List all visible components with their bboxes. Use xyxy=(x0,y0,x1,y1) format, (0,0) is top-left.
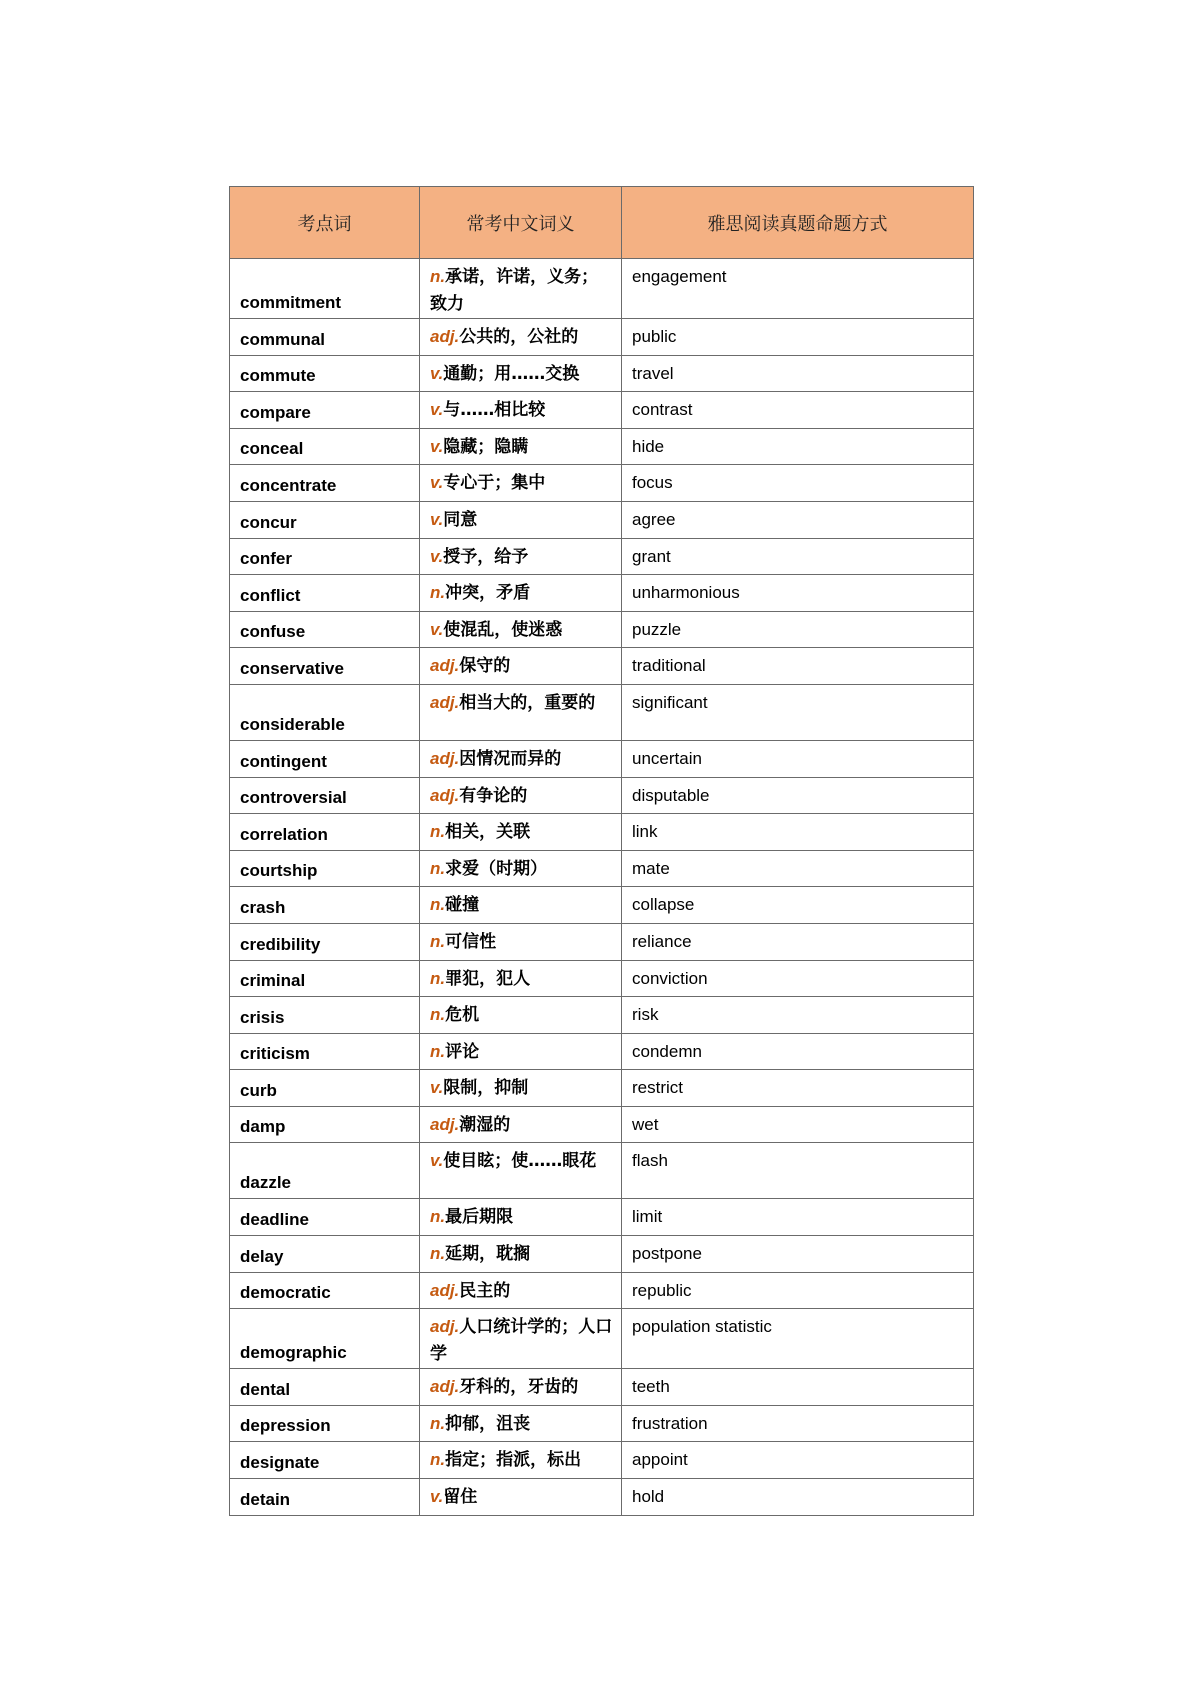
table-row xyxy=(230,538,974,575)
part-of-speech: adj. xyxy=(430,1280,460,1300)
keyword-cell: conservative xyxy=(230,648,420,685)
table-row xyxy=(230,1236,974,1273)
definition-text: 延期，耽搁 xyxy=(445,1244,531,1265)
table-row xyxy=(230,575,974,612)
table-row xyxy=(230,465,974,502)
keyword-cell: damp xyxy=(230,1106,420,1143)
paraphrase-cell: postpone xyxy=(622,1236,974,1273)
keyword-cell: delay xyxy=(230,1236,420,1273)
definition-cell xyxy=(420,465,622,502)
part-of-speech: v. xyxy=(430,436,444,456)
table-row xyxy=(230,1479,974,1516)
table-row xyxy=(230,319,974,356)
table-row xyxy=(230,850,974,887)
keyword-cell: commute xyxy=(230,355,420,392)
keyword-cell: credibility xyxy=(230,923,420,960)
part-of-speech: n. xyxy=(430,583,446,603)
definition-cell xyxy=(420,1309,622,1369)
definition-cell xyxy=(420,777,622,814)
definition-cell xyxy=(420,428,622,465)
definition-text: 留住 xyxy=(443,1487,478,1508)
paraphrase-cell: mate xyxy=(622,850,974,887)
definition-cell xyxy=(420,259,622,319)
header-row xyxy=(230,187,974,259)
paraphrase-cell: republic xyxy=(622,1272,974,1309)
table-row xyxy=(230,1369,974,1406)
table-row xyxy=(230,501,974,538)
part-of-speech: v. xyxy=(430,546,444,566)
keyword-cell: designate xyxy=(230,1442,420,1479)
part-of-speech: n. xyxy=(430,1041,446,1061)
vocab-table xyxy=(229,186,974,1516)
keyword-cell: dazzle xyxy=(230,1143,420,1199)
paraphrase-cell: restrict xyxy=(622,1070,974,1107)
paraphrase-cell: condemn xyxy=(622,1033,974,1070)
definition-text: 罪犯，犯人 xyxy=(445,968,531,989)
definition-cell xyxy=(420,1143,622,1199)
definition-cell xyxy=(420,1199,622,1236)
definition-text: 隐藏；隐瞒 xyxy=(443,436,529,457)
table-row xyxy=(230,1272,974,1309)
paraphrase-cell: significant xyxy=(622,684,974,740)
definition-text: 相关，关联 xyxy=(445,822,531,843)
table-row xyxy=(230,777,974,814)
keyword-cell: depression xyxy=(230,1405,420,1442)
definition-cell xyxy=(420,575,622,612)
keyword-cell: confer xyxy=(230,538,420,575)
part-of-speech: n. xyxy=(430,1450,446,1470)
part-of-speech: n. xyxy=(430,1244,446,1264)
keyword-cell: conflict xyxy=(230,575,420,612)
definition-cell xyxy=(420,1369,622,1406)
paraphrase-cell: uncertain xyxy=(622,740,974,777)
part-of-speech: adj. xyxy=(430,1317,460,1337)
paraphrase-cell: engagement xyxy=(622,259,974,319)
keyword-cell: concur xyxy=(230,501,420,538)
keyword-cell: controversial xyxy=(230,777,420,814)
table-row xyxy=(230,1405,974,1442)
definition-cell xyxy=(420,923,622,960)
definition-text: 牙科的，牙齿的 xyxy=(459,1377,579,1398)
definition-text: 评论 xyxy=(445,1041,480,1062)
definition-text: 与……相比较 xyxy=(443,400,546,421)
definition-cell xyxy=(420,1272,622,1309)
keyword-cell: criticism xyxy=(230,1033,420,1070)
definition-cell xyxy=(420,887,622,924)
table-row xyxy=(230,684,974,740)
part-of-speech: v. xyxy=(430,1151,444,1171)
keyword-cell: curb xyxy=(230,1070,420,1107)
definition-text: 保守的 xyxy=(459,656,511,677)
part-of-speech: n. xyxy=(430,895,446,915)
header-chinese-meaning: 常考中文词义 xyxy=(420,187,622,259)
table-row xyxy=(230,1106,974,1143)
definition-cell xyxy=(420,740,622,777)
paraphrase-cell: conviction xyxy=(622,960,974,997)
table-row xyxy=(230,428,974,465)
keyword-cell: democratic xyxy=(230,1272,420,1309)
paraphrase-cell: public xyxy=(622,319,974,356)
definition-cell xyxy=(420,1236,622,1273)
definition-text: 公共的，公社的 xyxy=(459,327,579,347)
part-of-speech: v. xyxy=(430,619,444,639)
part-of-speech: v. xyxy=(430,1487,444,1507)
definition-cell xyxy=(420,355,622,392)
paraphrase-cell: link xyxy=(622,814,974,851)
part-of-speech: v. xyxy=(430,400,444,420)
keyword-cell: confuse xyxy=(230,611,420,648)
part-of-speech: n. xyxy=(430,858,446,878)
keyword-cell: courtship xyxy=(230,850,420,887)
table-row xyxy=(230,887,974,924)
definition-cell xyxy=(420,501,622,538)
definition-cell xyxy=(420,1106,622,1143)
part-of-speech: v. xyxy=(430,1078,444,1098)
keyword-cell: deadline xyxy=(230,1199,420,1236)
keyword-cell: concentrate xyxy=(230,465,420,502)
table-row xyxy=(230,259,974,319)
paraphrase-cell: agree xyxy=(622,501,974,538)
part-of-speech: adj. xyxy=(430,692,460,712)
definition-cell xyxy=(420,1442,622,1479)
definition-text: 碰撞 xyxy=(445,895,480,916)
table-row xyxy=(230,960,974,997)
definition-cell xyxy=(420,997,622,1034)
keyword-cell: demographic xyxy=(230,1309,420,1369)
definition-text: 抑郁，沮丧 xyxy=(445,1413,531,1434)
part-of-speech: adj. xyxy=(430,785,460,805)
part-of-speech: v. xyxy=(430,509,444,529)
paraphrase-cell: travel xyxy=(622,355,974,392)
table-row xyxy=(230,648,974,685)
definition-cell xyxy=(420,1033,622,1070)
definition-text: 危机 xyxy=(445,1005,480,1026)
table-row xyxy=(230,1033,974,1070)
definition-cell xyxy=(420,960,622,997)
definition-cell xyxy=(420,319,622,356)
keyword-cell: contingent xyxy=(230,740,420,777)
keyword-cell: correlation xyxy=(230,814,420,851)
definition-text: 民主的 xyxy=(459,1280,511,1301)
table-row xyxy=(230,611,974,648)
table-row xyxy=(230,1199,974,1236)
definition-text: 相当大的，重要的 xyxy=(459,692,596,713)
paraphrase-cell: unharmonious xyxy=(622,575,974,612)
paraphrase-cell: collapse xyxy=(622,887,974,924)
paraphrase-cell: population statistic xyxy=(622,1309,974,1369)
paraphrase-cell: puzzle xyxy=(622,611,974,648)
definition-text: 同意 xyxy=(443,509,478,530)
keyword-cell: considerable xyxy=(230,684,420,740)
definition-cell xyxy=(420,538,622,575)
part-of-speech: n. xyxy=(430,822,446,842)
paraphrase-cell: teeth xyxy=(622,1369,974,1406)
definition-text: 专心于；集中 xyxy=(443,473,546,494)
part-of-speech: n. xyxy=(430,968,446,988)
paraphrase-cell: focus xyxy=(622,465,974,502)
paraphrase-cell: hide xyxy=(622,428,974,465)
part-of-speech: adj. xyxy=(430,748,460,768)
part-of-speech: n. xyxy=(430,1413,446,1433)
paraphrase-cell: frustration xyxy=(622,1405,974,1442)
definition-text: 最后期限 xyxy=(445,1207,514,1228)
part-of-speech: n. xyxy=(430,931,446,951)
paraphrase-cell: grant xyxy=(622,538,974,575)
definition-text: 授予，给予 xyxy=(443,546,529,567)
definition-text: 冲突，矛盾 xyxy=(445,583,531,604)
paraphrase-cell: disputable xyxy=(622,777,974,814)
table-row xyxy=(230,1143,974,1199)
keyword-cell: communal xyxy=(230,319,420,356)
table-row xyxy=(230,923,974,960)
definition-text: 使目眩；使……眼花 xyxy=(443,1151,597,1172)
paraphrase-cell: contrast xyxy=(622,392,974,429)
table-row xyxy=(230,355,974,392)
table-row xyxy=(230,814,974,851)
paraphrase-cell: hold xyxy=(622,1479,974,1516)
paraphrase-cell: risk xyxy=(622,997,974,1034)
table-row xyxy=(230,740,974,777)
keyword-cell: dental xyxy=(230,1369,420,1406)
definition-cell xyxy=(420,850,622,887)
keyword-cell: compare xyxy=(230,392,420,429)
definition-cell xyxy=(420,1070,622,1107)
definition-text: 承诺，许诺，义务；致力 xyxy=(430,267,599,314)
keyword-cell: crisis xyxy=(230,997,420,1034)
keyword-cell: criminal xyxy=(230,960,420,997)
definition-cell xyxy=(420,611,622,648)
definition-text: 指定；指派，标出 xyxy=(445,1450,582,1471)
part-of-speech: n. xyxy=(430,1207,446,1227)
definition-text: 限制，抑制 xyxy=(443,1078,529,1099)
keyword-cell: conceal xyxy=(230,428,420,465)
paraphrase-cell: appoint xyxy=(622,1442,974,1479)
part-of-speech: n. xyxy=(430,267,446,286)
part-of-speech: adj. xyxy=(430,1114,460,1134)
keyword-cell: detain xyxy=(230,1479,420,1516)
paraphrase-cell: flash xyxy=(622,1143,974,1199)
definition-cell xyxy=(420,648,622,685)
definition-text: 因情况而异的 xyxy=(459,748,562,769)
definition-cell xyxy=(420,392,622,429)
keyword-cell: crash xyxy=(230,887,420,924)
definition-text: 通勤；用……交换 xyxy=(443,363,580,384)
paraphrase-cell: reliance xyxy=(622,923,974,960)
definition-cell xyxy=(420,1405,622,1442)
table-row xyxy=(230,997,974,1034)
definition-cell xyxy=(420,1479,622,1516)
definition-text: 使混乱，使迷惑 xyxy=(443,619,563,640)
header-keyword: 考点词 xyxy=(230,187,420,259)
definition-cell xyxy=(420,814,622,851)
definition-text: 可信性 xyxy=(445,931,497,952)
definition-cell xyxy=(420,684,622,740)
part-of-speech: v. xyxy=(430,473,444,493)
paraphrase-cell: traditional xyxy=(622,648,974,685)
header-ielts-paraphrase: 雅思阅读真题命题方式 xyxy=(622,187,974,259)
table-row xyxy=(230,392,974,429)
definition-text: 潮湿的 xyxy=(459,1114,511,1135)
part-of-speech: n. xyxy=(430,1005,446,1025)
definition-text: 人口统计学的；人口学 xyxy=(430,1317,613,1365)
table-body xyxy=(230,259,974,1516)
part-of-speech: adj. xyxy=(430,327,460,346)
keyword-cell: commitment xyxy=(230,259,420,319)
table-row xyxy=(230,1070,974,1107)
paraphrase-cell: limit xyxy=(622,1199,974,1236)
definition-text: 有争论的 xyxy=(459,785,528,806)
part-of-speech: adj. xyxy=(430,1377,460,1397)
table-row xyxy=(230,1309,974,1369)
definition-text: 求爱（时期） xyxy=(445,858,548,879)
table-row xyxy=(230,1442,974,1479)
part-of-speech: adj. xyxy=(430,656,460,676)
part-of-speech: v. xyxy=(430,363,444,383)
paraphrase-cell: wet xyxy=(622,1106,974,1143)
